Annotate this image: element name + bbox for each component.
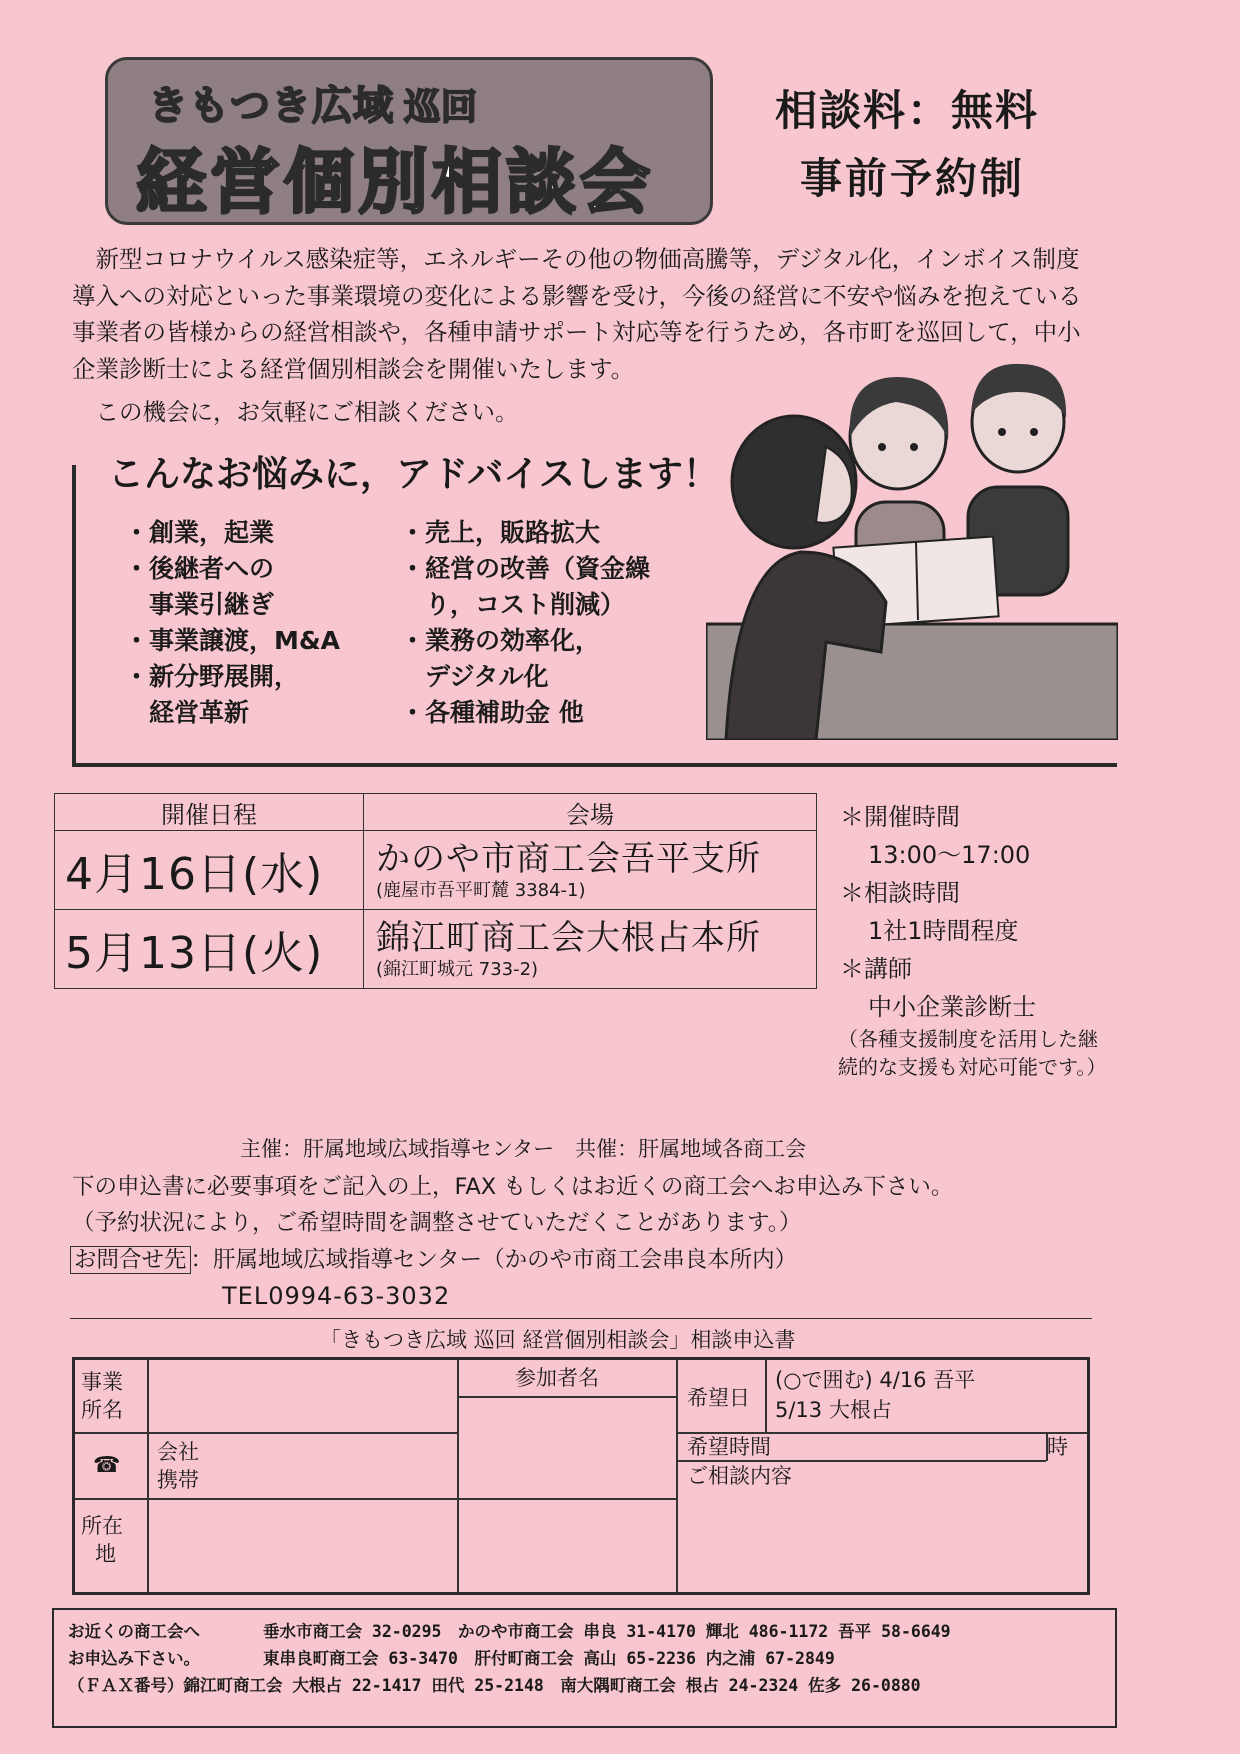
footer-fax-list <box>52 1608 1117 1728</box>
wish-date-options-1[interactable]: (○で囲む) 4/16 吾平 <box>775 1368 976 1392</box>
divider <box>70 1318 1092 1319</box>
wish-date-label: 希望日 <box>687 1386 750 1410</box>
footer-label-1: お近くの商工会へ <box>68 1622 200 1641</box>
application-form <box>72 1357 1090 1595</box>
fee-label: 相談料：無料 <box>775 86 1040 135</box>
advice-list-right: ・売上，販路拡大 ・経営の改善（資金繰 り，コスト削減） ・業務の効率化， デジタル化 ・各種補助金 他 <box>400 518 651 727</box>
venue-address: (錦江町城元 733-2) <box>376 959 539 980</box>
consult-value: 1社1時間程度 <box>868 917 1019 945</box>
venue-address: (鹿屋市吾平町麓 3384-1) <box>376 880 586 901</box>
schedule-row <box>55 831 817 910</box>
address-label-1: 所在 <box>81 1514 123 1538</box>
schedule-venue <box>364 831 817 910</box>
time-value: 13:00～17:00 <box>868 841 1031 869</box>
mobile-phone-label: 携帯 <box>157 1468 199 1492</box>
venue-name: 錦江町商工会大根占本所 <box>376 918 761 958</box>
consult-label: ＊相談時間 <box>840 879 960 907</box>
banner-subtitle <box>148 74 478 131</box>
schedule-notice: （予約状況により，ご希望時間を調整させていただくことがあります。） <box>72 1210 802 1236</box>
subtitle-tag: 巡回 <box>404 87 479 128</box>
schedule-venue <box>364 910 817 989</box>
consult-content-label: ご相談内容 <box>687 1464 792 1488</box>
organizer-text: 主催：肝属地域広域指導センター 共催：肝属地域各商工会 <box>240 1137 807 1161</box>
contact-tel: TEL0994-63-3032 <box>222 1282 451 1310</box>
schedule-table <box>54 793 817 989</box>
consultation-illustration <box>706 352 1118 740</box>
hour-label: 時 <box>1047 1435 1068 1459</box>
title-banner <box>105 57 713 225</box>
contact-text: ：肝属地域広域指導センター（かのや市商工会串良本所内） <box>190 1247 798 1273</box>
footer-line-3: 錦江町商工会 大根占 22-1417 田代 25-2148 南大隅町商工会 根占 24-2324 佐多 26-0880 <box>183 1676 921 1695</box>
apply-instructions: 下の申込書に必要事項をご記入の上，FAX もしくはお近くの商工会へお申込み下さい。 <box>72 1174 954 1200</box>
address-label-2: 地 <box>95 1542 116 1566</box>
advice-list-left: ・創業，起業 ・後継者への 事業引継ぎ ・事業譲渡，M&A ・新分野展開， 経営革新 <box>124 518 341 727</box>
footer-line-1: 垂水市商工会 32-0295 かのや市商工会 串良 31-4170 輝北 486-1172 吾平 58-6649 <box>263 1622 951 1641</box>
lecturer-value: 中小企業診断士 <box>868 993 1036 1021</box>
page-title: 経営個別相談会 <box>136 141 654 223</box>
footer-line-2: 東串良町商工会 63-3470 肝付町商工会 高山 65-2236 内之浦 67-2849 <box>263 1649 835 1668</box>
form-title: 「きもつき広域 巡回 経営個別相談会」相談申込書 <box>320 1328 796 1352</box>
schedule-date: 5月13日(火) <box>55 910 364 989</box>
schedule-header-venue: 会場 <box>364 794 817 831</box>
subtitle-text: きもつき広域 <box>148 83 394 129</box>
footer-label-2: お申込み下さい。 <box>68 1649 200 1668</box>
business-name-label-2: 所名 <box>81 1398 123 1422</box>
advice-title: こんなお悩みに，アドバイスします！ <box>108 454 719 495</box>
venue-name: かのや市商工会吾平支所 <box>376 839 761 879</box>
reservation-label: 事前予約制 <box>800 154 1026 203</box>
event-details <box>840 798 1036 1026</box>
business-name-label-1: 事業 <box>81 1370 123 1394</box>
schedule-header-date: 開催日程 <box>55 794 364 831</box>
phone-icon: ☎ <box>93 1453 121 1478</box>
footer-label-3: （ＦＡＸ番号） <box>68 1676 184 1695</box>
intro-invite: この機会に，お気軽にご相談ください。 <box>95 398 519 426</box>
wish-time-label: 希望時間 <box>687 1435 771 1459</box>
contact-info <box>70 1242 797 1274</box>
intro-paragraph: 新型コロナウイルス感染症等，エネルギーその他の物価高騰等，デジタル化，インボイス制度導入への対応といった事業環境の変化による影響を受け，今後の経営に不安や悩みを抱えている事業者の皆様からの経営相談や，各種申請サポート対応等を行うため，各市町を巡回して，中小企業診断士による経営個別相談会を開催いたします。 <box>72 245 1082 383</box>
schedule-date: 4月16日(水) <box>55 831 364 910</box>
lecturer-note: （各種支援制度を活用した継続的な支援も対応可能です。） <box>838 1027 1107 1079</box>
time-label: ＊開催時間 <box>840 803 960 831</box>
contact-label: お問合せ先 <box>70 1246 191 1274</box>
participant-label: 参加者名 <box>515 1366 599 1390</box>
company-phone-label: 会社 <box>157 1440 199 1464</box>
schedule-row <box>55 910 817 989</box>
lecturer-label: ＊講師 <box>840 955 912 983</box>
wish-date-options-2[interactable]: 5/13 大根占 <box>775 1398 892 1422</box>
